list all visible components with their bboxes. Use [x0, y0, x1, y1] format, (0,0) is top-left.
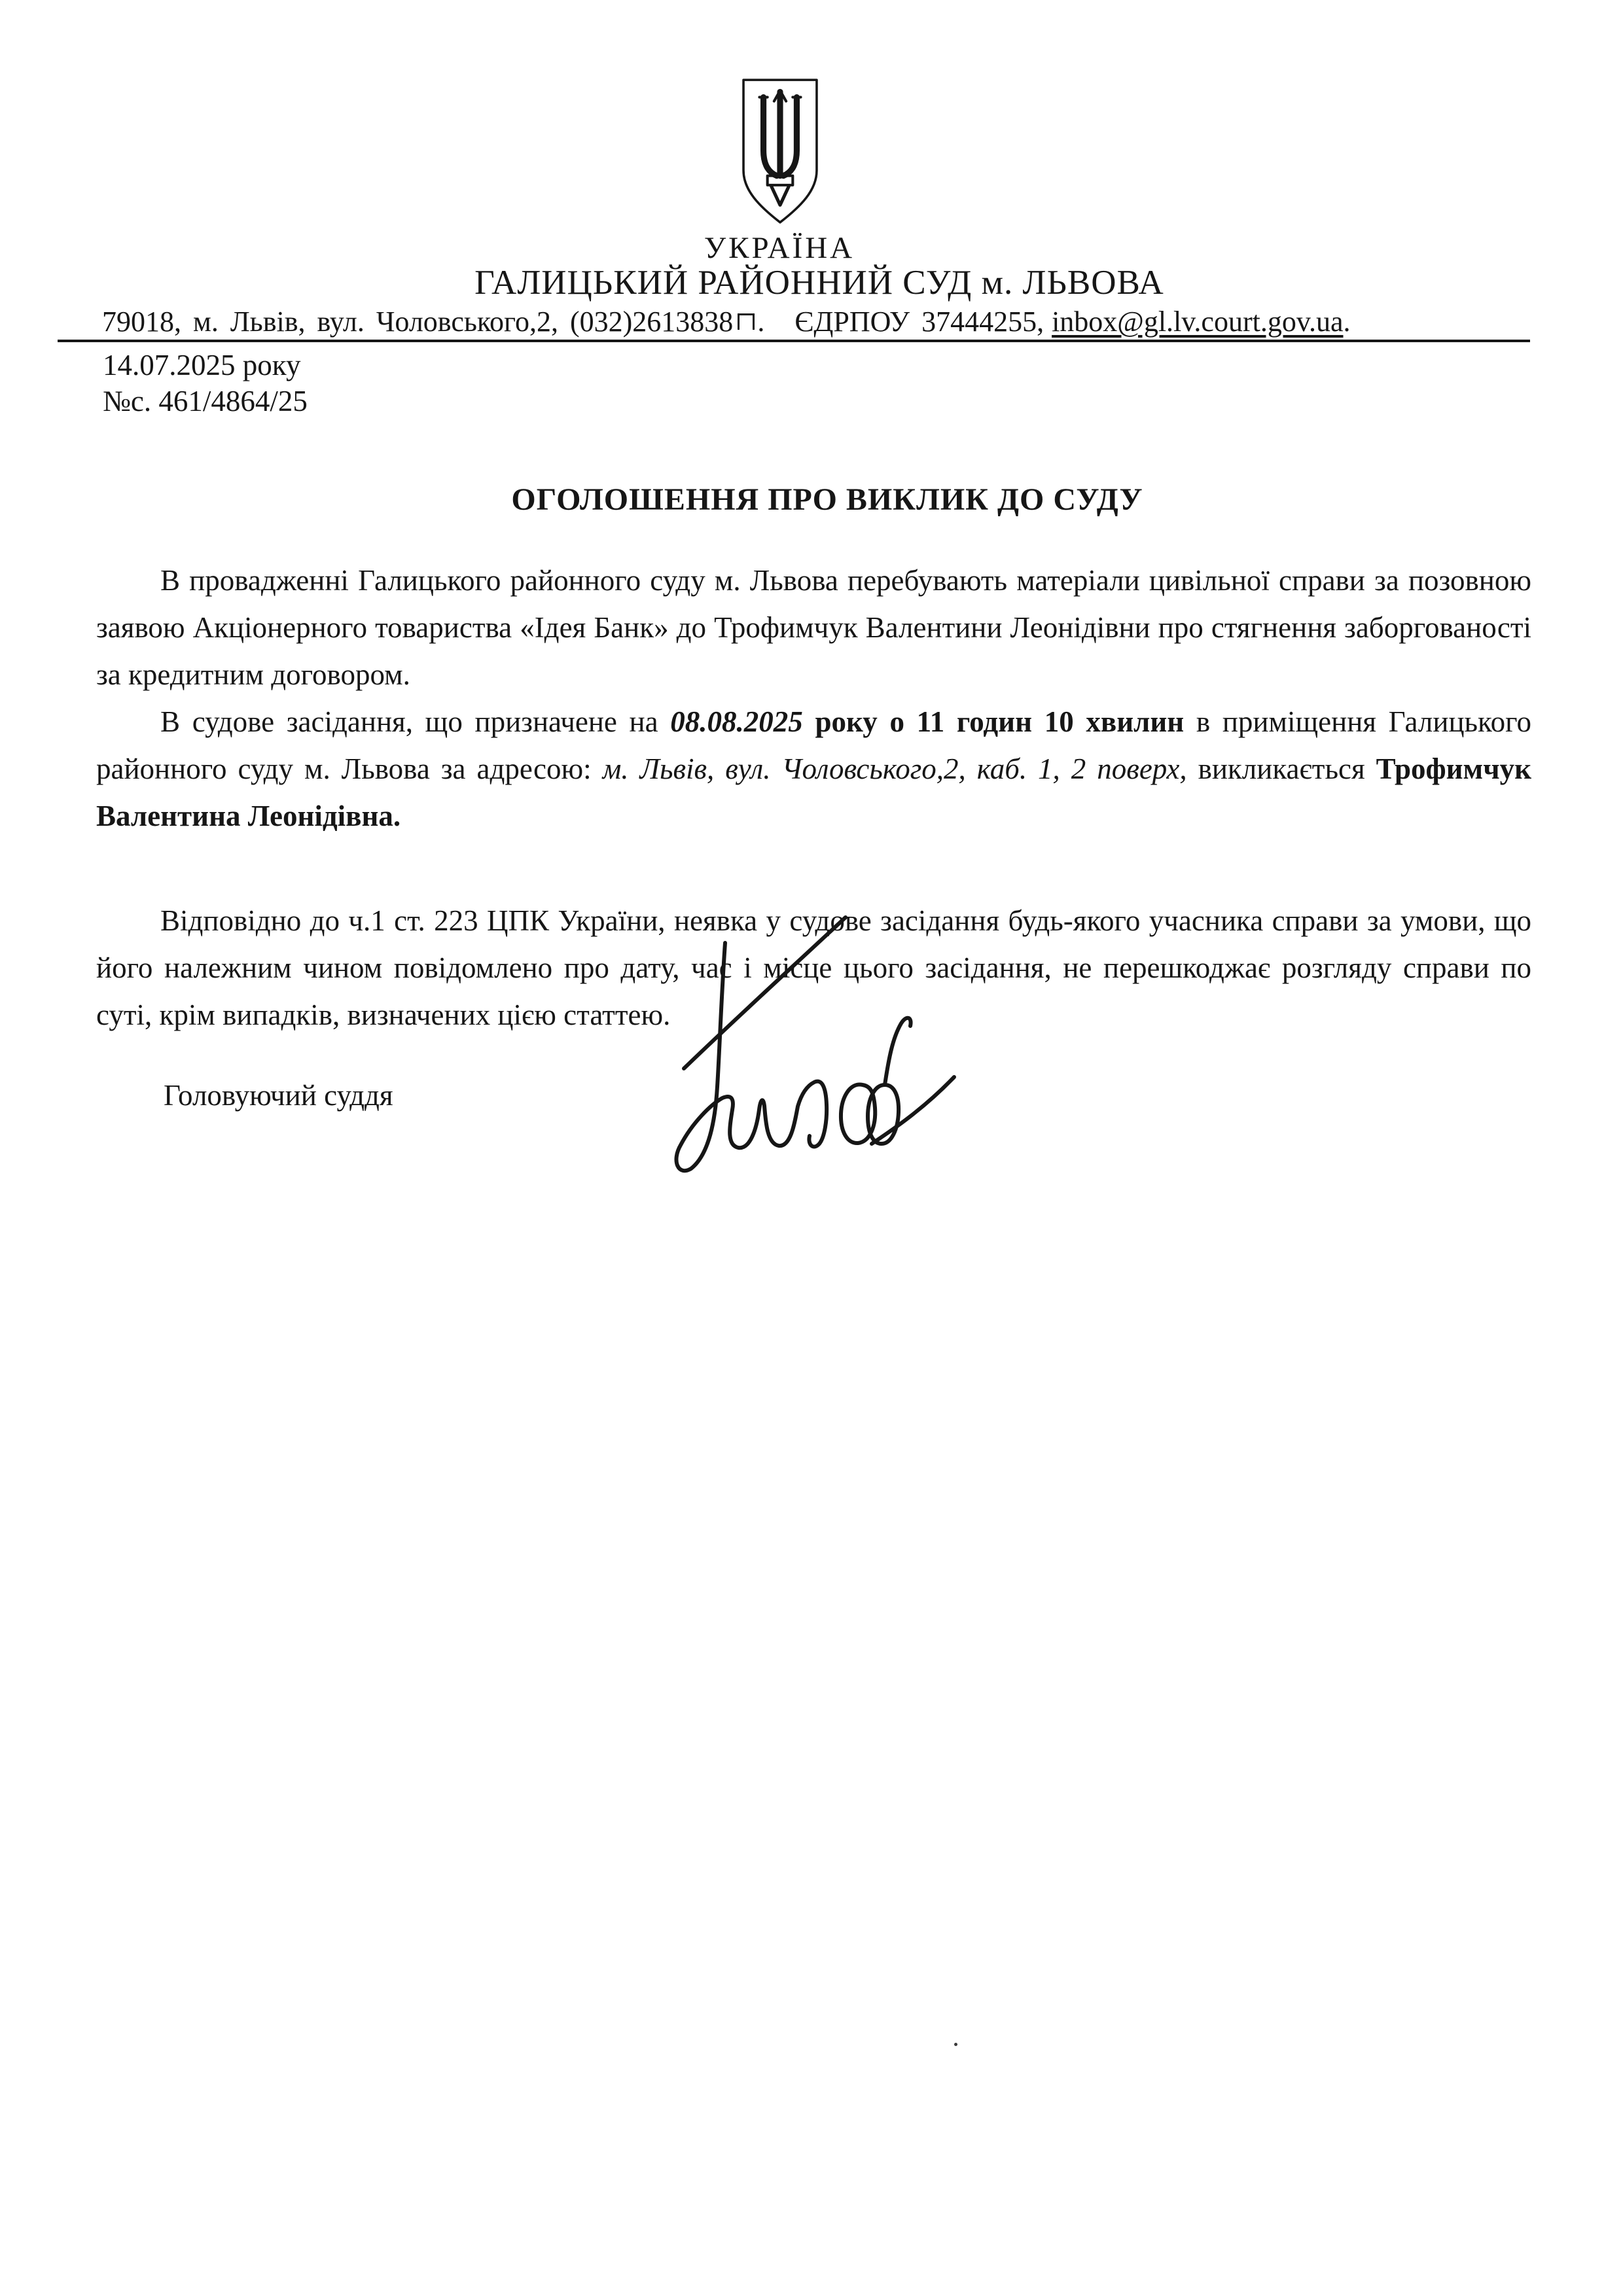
document-date: 14.07.2025 року	[103, 349, 301, 381]
phone-suffix-dot: .	[757, 306, 765, 338]
paragraph-legal-notice: Відповідно до ч.1 ст. 223 ЦПК України, неявка у судове засідання будь-якого учасника справи за умови, що його належним чином повідомлено про дату, час і місце цього засідання, не перешкоджає розгляду справи по суті, крім випадків, визначених цією статтею.	[96, 904, 1531, 1031]
country-name: УКРАЇНА	[704, 231, 855, 265]
court-email-link[interactable]: inbox@gl.lv.court.gov.ua	[1052, 306, 1344, 338]
letterhead-divider-rule	[58, 340, 1530, 342]
court-contact-line	[102, 305, 1351, 338]
missing-glyph-box-icon	[738, 313, 755, 330]
court-name: ГАЛИЦЬКИЙ РАЙОННИЙ СУД м. ЛЬВОВА	[474, 264, 1164, 302]
case-number: №с. 461/4864/25	[103, 385, 308, 417]
document-title: ОГОЛОШЕННЯ ПРО ВИКЛИК ДО СУДУ	[511, 482, 1143, 517]
scan-artifact-speck	[954, 2043, 957, 2046]
signatory-role-label: Головуючий суддя	[164, 1079, 393, 1112]
court-address-phone: 79018, м. Львів, вул. Чоловського,2, (032)2613838	[102, 306, 734, 338]
paragraph-hearing-summons: В судове засідання, що призначене на 08.08.2025 року о 11 годин 10 хвилин в приміщення Галицького районного суду м. Львова за адресою: м. Львів, вул. Чоловського,2, каб. 1, 2 поверх, викликається Трофимчук Валентина Леонідівна.	[96, 705, 1532, 832]
judge-handwritten-signature-icon	[654, 913, 962, 1183]
email-suffix-dot: .	[1343, 306, 1351, 338]
paragraph-case-intro: В провадженні Галицького районного суду м. Львова перебувають матеріали цивільної справи за позовною заявою Акціонерного товариства «Ідея Банк» до Трофимчук Валентини Леонідівни про стягнення заборгованості за кредитним договором.	[96, 564, 1531, 691]
edrpou-code: ЄДРПОУ 37444255,	[794, 306, 1044, 338]
ukraine-trident-emblem-icon	[736, 76, 824, 229]
